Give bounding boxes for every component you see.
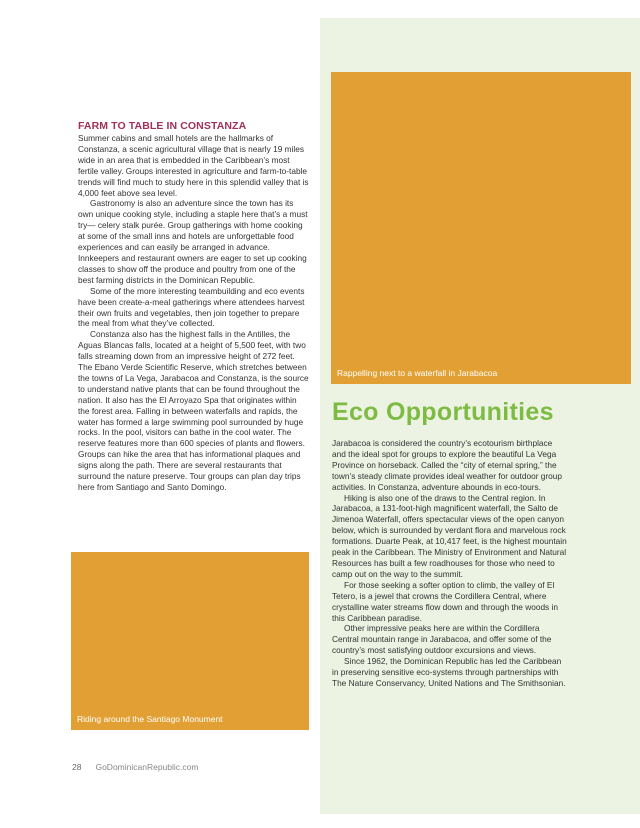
photo-rappelling-waterfall: [331, 72, 631, 384]
page-footer: [72, 762, 198, 772]
article-paragraph: Summer cabins and small hotels are the hallmarks of Constanza, a scenic agricultural village that is nearly 19 miles wide in an area that is embedded in the Caribbean’s most fertile valley. Groups interested in agriculture and farm-to-table trends will find much to study here in this splendid valley that is 4,000 feet above sea level.: [78, 133, 309, 198]
photo-santiago-monument: [71, 552, 309, 730]
article-paragraph: Hiking is also one of the draws to the Central region. In Jarabacoa, a 131-foot-high magnificent waterfall, the Salto de Jimenoa Waterfall, offers spectacular views of the open canyon below, which is surrounded by verdant flora and marvelous rock formations. Duarte Peak, at 10,417 feet, is the highest mountain peak in the Caribbean. The Ministry of Environment and Natural Resources has built a few roadhouses for those who need to camp out on the way to the summit.: [332, 492, 567, 579]
article-paragraph: Gastronomy is also an adventure since the town has its own unique cooking style, including a staple here that’s a must try— celery stalk purée. Group gatherings with home cooking at some of the small inns and hotels are unforgettable food experiences and can easily be arranged in advance. Innkeepers and restaurant owners are eager to set up cooking classes to show off the produce and poultry from one of the best farming districts in the Dominican Republic.: [78, 198, 308, 285]
section-heading-farm-to-table: FARM TO TABLE IN CONSTANZA: [78, 120, 247, 132]
page-number: 28: [72, 762, 82, 772]
article-paragraph: Some of the more interesting teambuilding and eco events have been create-a-meal gatherings where attendees harvest their own fruits and vegetables, then join together to prepare the meal from what they’ve collected.: [78, 285, 305, 329]
article-paragraph: Constanza also has the highest falls in the Antilles, the Aguas Blancas falls, located at a height of 5,500 feet, with two falls streaming down from an impressive height of 272 feet. The Ebano Verde Scientific Reserve, which stretches between the towns of La Vega, Jarabacoa and Constanza, is the source to understand native plants that can be found throughout the nation. It also has the El Arroyazo Spa that originates within the forest area. Falling in between waterfalls and rapids, the water has formed a large swimming pool surrounded by huge rocks. In the pool, visitors can bathe in the cool water. The reserve features more than 600 species of plants and flowers. Groups can hike the area that has informational plaques and signs along the path. There are several restaurants that surround the nature preserve. Tour groups can plan day trips here from Santiago and Santo Domingo.: [78, 329, 309, 492]
farm-to-table-article: [78, 133, 310, 493]
photo-caption-santiago: Riding around the Santiago Monument: [77, 714, 223, 724]
website-link[interactable]: GoDominicanRepublic.com: [95, 762, 199, 772]
eco-opportunities-article: [332, 438, 568, 689]
photo-caption-rappelling: Rappelling next to a waterfall in Jarabacoa: [337, 368, 498, 378]
article-paragraph: Jarabacoa is considered the country’s ecotourism birthplace and the ideal spot for groups to explore the beautiful La Vega Province on horseback. Called the “city of eternal spring,” the town’s steady climate provides ideal weather for outdoor group activities. In Constanza, adventure abounds in eco-tours.: [332, 438, 562, 492]
article-paragraph: Other impressive peaks here are within the Cordillera Central mountain range in Jarabacoa, and offer some of the country’s most satisfying outdoor excursions and views.: [332, 623, 552, 656]
eco-opportunities-title: Eco Opportunities: [332, 398, 554, 426]
article-paragraph: For those seeking a softer option to climb, the valley of El Tetero, is a jewel that crowns the Cordillera Central, where crystalline water streams flow down and through the woods in this Caribbean paradise.: [332, 579, 558, 623]
article-paragraph: Since 1962, the Dominican Republic has led the Caribbean in preserving sensitive eco-systems through partnerships with The Nature Conservancy, United Nations and The Smithsonian.: [332, 656, 566, 688]
